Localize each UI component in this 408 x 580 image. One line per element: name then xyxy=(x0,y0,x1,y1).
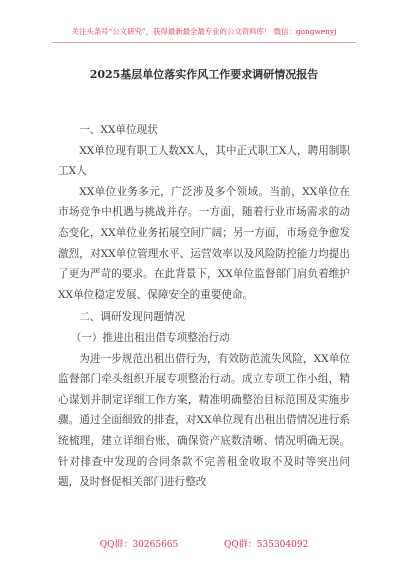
paragraph-rectification: 为进一步规范出租出借行为，有效防范流失风险，XX单位监督部门牵头组织开展专项整治行动。成立专项工作小组，精心谋划并制定详细工作方案，精准明确整治目标范围及实施步骤。通过全面细致的排查，对XX单位现有出租出借情况进行系统梳理，建立详细台账，确保资产底数清晰、情况明确无误。针对排查中发现的合同条款不完善租金收取不及时等突出问题，及时督促相关部门进行整改 xyxy=(58,352,350,489)
footer-contacts xyxy=(0,537,408,550)
document-title: 2025基层单位落实作风工作要求调研情况报告 xyxy=(89,68,319,81)
document-body xyxy=(58,118,350,493)
header-divider xyxy=(52,42,356,43)
subsection-heading-1: （一）推进出租出借专项整治行动 xyxy=(70,331,230,344)
paragraph-business: XX单位业务多元，广泛涉及多个领域。当前，XX单位在市场竞争中机遇与挑战并存。一方面，随着行业市场需求的动态变化，XX单位业务拓展空间广阔；另一方面，市场竞争愈发激烈，对XX单位管理水平、运营效率以及风险防控能力均提出了更为严苛的要求。在此背景下，XX单位监督部门肩负着维护XX单位稳定发展、保障安全的重要使命。 xyxy=(58,185,350,301)
footer-qq-group-1: QQ群：30265665 xyxy=(99,540,179,550)
section-heading-1: 一、XX单位现状 xyxy=(79,124,158,136)
footer-qq-group-2: QQ群：535304092 xyxy=(224,540,309,550)
paragraph-staff: XX单位现有职工人数XX人，其中正式职工X人，聘用制职工X人 xyxy=(58,144,350,178)
section-heading-2: 二、调研发现问题情况 xyxy=(79,311,186,324)
header-banner: 关注头条号“公文研究”，获得最新最全最专业的公文资料库！ 微信：gongwenyj xyxy=(71,27,337,36)
